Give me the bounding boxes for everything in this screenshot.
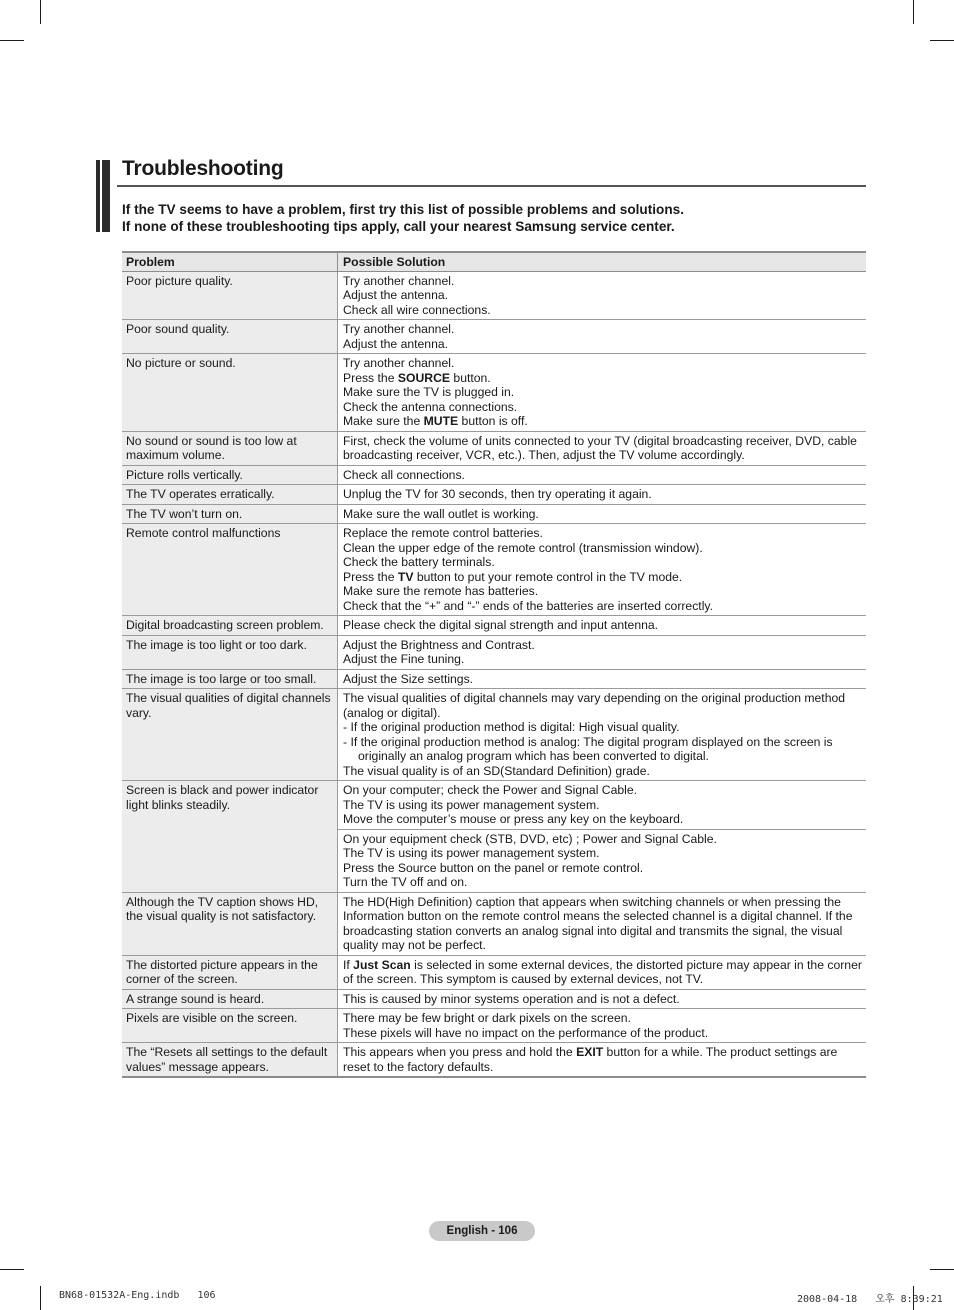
solution-line — [343, 288, 862, 303]
solution-text: Press the — [343, 569, 398, 584]
solution-text: Adjust the Size settings. — [343, 671, 474, 686]
solution-text: Try another channel. — [343, 273, 455, 288]
solution-text: Unplug the TV for 30 seconds, then try operating it again. — [343, 487, 652, 501]
table-row — [122, 354, 866, 432]
header-problem: Problem — [122, 252, 338, 271]
table-row — [122, 616, 866, 636]
solution-line — [343, 371, 862, 386]
solution-line — [343, 584, 862, 599]
solution-text: The TV is using its power management system. — [343, 846, 600, 860]
solution-text: Press the Source button on the panel or remote control. — [343, 860, 644, 875]
solution-line — [343, 414, 862, 429]
solution-text: Check the battery terminals. — [343, 555, 495, 569]
solution-text: Check that the “+” and “-” ends of the batteries are inserted correctly. — [343, 598, 713, 613]
solution-text: Try another channel. — [343, 322, 455, 336]
solution-text: These pixels will have no impact on the performance of the product. — [343, 1025, 709, 1040]
solution-text: The HD(High Definition) caption that appears when switching channels or when pressing the Information button on the remote control means the selected channel is a digital channel. If the broadcasting station converts an analog signal into digital and transmits the signal, the visual quality may not be perfect. — [343, 894, 853, 952]
problem-cell: No picture or sound. — [122, 354, 338, 432]
solution-cell — [338, 989, 867, 1009]
table-body — [122, 271, 866, 1077]
section-marker-bar — [102, 160, 110, 232]
solution-text: Adjust the antenna. — [343, 336, 449, 351]
print-slug-file: BN68-01532A-Eng.indb 106 — [59, 1290, 216, 1301]
solution-cell — [338, 669, 867, 689]
solution-text: First, check the volume of units connected to your TV (digital broadcasting receiver, DVD, cable broadcasting receiver, VCR, etc.). Then, adjust the TV volume accordingly. — [343, 433, 857, 462]
solution-text: - If the original production method is analog: The digital program displayed on the screen is originally an analog program which has been converted to digital. — [343, 734, 833, 763]
table-row — [122, 431, 866, 465]
solution-line — [343, 1011, 862, 1026]
solution-line — [343, 1045, 862, 1074]
solution-text: If — [343, 957, 354, 972]
solution-text: Turn the TV off and on. — [343, 875, 468, 889]
intro-line: If the TV seems to have a problem, first try this list of possible problems and solutions. — [122, 202, 684, 217]
solution-cell — [338, 781, 867, 830]
solution-line — [343, 992, 862, 1007]
solution-line — [343, 541, 862, 556]
solution-text: Check all connections. — [343, 467, 465, 482]
problem-cell: The image is too large or too small. — [122, 669, 338, 689]
solution-text: The visual qualities of digital channels may vary depending on the original production method (analog or digital). — [343, 691, 846, 720]
solution-cell — [338, 465, 867, 485]
solution-line — [343, 764, 862, 779]
solution-line — [343, 555, 862, 570]
solution-line — [343, 958, 862, 987]
solution-line — [343, 526, 862, 541]
crop-mark — [930, 40, 954, 41]
solution-cell — [338, 271, 867, 320]
solution-text: button to put your remote control in the TV mode. — [413, 569, 683, 584]
problem-cell: Pixels are visible on the screen. — [122, 1009, 338, 1043]
solution-cell — [338, 320, 867, 354]
solution-line — [343, 507, 862, 522]
solution-text: Try another channel. — [343, 356, 455, 370]
solution-cell — [338, 354, 867, 432]
table-row — [122, 955, 866, 989]
solution-keyword: MUTE — [423, 414, 459, 428]
solution-cell — [338, 955, 867, 989]
table-row — [122, 485, 866, 505]
solution-text: is selected in some external devices, the distorted picture may appear in the corner of the screen. This symptom is caused by external devices, not TV. — [343, 957, 862, 986]
solution-keyword: EXIT — [576, 1045, 604, 1059]
problem-cell: The visual qualities of digital channels vary. — [122, 689, 338, 781]
solution-line — [343, 337, 862, 352]
solution-line — [343, 400, 862, 415]
problem-cell: Poor picture quality. — [122, 271, 338, 320]
solution-cell — [338, 616, 867, 636]
solution-line — [343, 385, 862, 400]
solution-line — [343, 691, 862, 720]
crop-mark — [40, 0, 41, 24]
solution-line — [343, 652, 862, 667]
problem-cell: The image is too light or too dark. — [122, 635, 338, 669]
solution-text: Make sure the wall outlet is working. — [343, 506, 539, 521]
solution-keyword: Just Scan — [353, 957, 411, 972]
solution-line — [343, 322, 862, 337]
solution-line — [343, 875, 862, 890]
table-row — [122, 524, 866, 616]
problem-cell: The “Resets all settings to the default values” message appears. — [122, 1043, 338, 1078]
crop-mark — [40, 1286, 41, 1310]
solution-text: The TV is using its power management system. — [343, 797, 600, 812]
solution-cell — [338, 829, 867, 892]
solution-cell — [338, 485, 867, 505]
table-header-row — [122, 252, 866, 271]
crop-mark — [0, 40, 24, 41]
solution-line — [343, 735, 862, 764]
solution-line — [343, 1026, 862, 1041]
table-row — [122, 504, 866, 524]
solution-line — [343, 720, 862, 735]
solution-line — [343, 618, 862, 633]
solution-text: Check all wire connections. — [343, 302, 491, 317]
solution-text: The visual quality is of an SD(Standard Definition) grade. — [343, 763, 650, 778]
problem-cell: The distorted picture appears in the corner of the screen. — [122, 955, 338, 989]
solution-text: Make sure the TV is plugged in. — [343, 385, 515, 399]
problem-cell: Picture rolls vertically. — [122, 465, 338, 485]
problem-cell: Poor sound quality. — [122, 320, 338, 354]
page-title: Troubleshooting — [122, 157, 284, 180]
title-rule — [117, 185, 866, 187]
problem-cell: No sound or sound is too low at maximum volume. — [122, 431, 338, 465]
solution-text: button for a while. The product settings are reset to the factory defaults. — [343, 1045, 838, 1074]
solution-line — [343, 783, 862, 798]
crop-mark — [930, 1269, 954, 1270]
table-row — [122, 320, 866, 354]
solution-text: Move the computer’s mouse or press any key on the keyboard. — [343, 812, 684, 826]
table-row — [122, 781, 866, 830]
table-row — [122, 465, 866, 485]
problem-cell: Remote control malfunctions — [122, 524, 338, 616]
solution-line — [343, 638, 862, 653]
solution-cell — [338, 1009, 867, 1043]
solution-text: This appears when you press and hold the — [343, 1045, 577, 1059]
solution-keyword: TV — [397, 569, 414, 584]
solution-cell — [338, 504, 867, 524]
solution-cell — [338, 431, 867, 465]
problem-cell: The TV won’t turn on. — [122, 504, 338, 524]
solution-text: button. — [450, 370, 491, 385]
table-row — [122, 892, 866, 955]
solution-text: - If the original production method is digital: High visual quality. — [343, 720, 680, 734]
solution-text: button is off. — [458, 414, 528, 428]
header-solution: Possible Solution — [338, 252, 867, 271]
solution-line — [343, 570, 862, 585]
table-row — [122, 1009, 866, 1043]
solution-cell — [338, 892, 867, 955]
intro-text — [122, 201, 684, 235]
solution-line — [343, 861, 862, 876]
solution-line — [343, 274, 862, 289]
solution-text: Make sure the remote has batteries. — [343, 584, 539, 598]
solution-line — [343, 812, 862, 827]
solution-line — [343, 672, 862, 687]
print-slug-date: 2008-04-18 오후 8:39:21 — [797, 1294, 943, 1305]
table-row — [122, 669, 866, 689]
solution-text: Press the — [343, 370, 398, 385]
table-row — [122, 635, 866, 669]
solution-line — [343, 599, 862, 614]
solution-line — [343, 434, 862, 463]
troubleshooting-table — [122, 251, 866, 1078]
crop-mark — [913, 0, 914, 24]
solution-text: Make sure the — [343, 414, 424, 428]
solution-line — [343, 832, 862, 847]
solution-text: Adjust the Fine tuning. — [343, 652, 465, 666]
problem-cell: A strange sound is heard. — [122, 989, 338, 1009]
solution-line — [343, 487, 862, 502]
solution-keyword: SOURCE — [397, 370, 451, 385]
problem-cell: Screen is black and power indicator light blinks steadily. — [122, 781, 338, 893]
table-row — [122, 989, 866, 1009]
section-marker-bar — [96, 160, 100, 232]
solution-cell — [338, 1043, 867, 1078]
solution-text: Replace the remote control batteries. — [343, 526, 543, 540]
solution-line — [343, 895, 862, 953]
solution-text: There may be few bright or dark pixels on the screen. — [343, 1011, 631, 1025]
crop-mark — [0, 1269, 24, 1270]
problem-cell: The TV operates erratically. — [122, 485, 338, 505]
solution-text: Please check the digital signal strength and input antenna. — [343, 618, 659, 632]
solution-text: On your equipment check (STB, DVD, etc) ; Power and Signal Cable. — [343, 831, 717, 846]
solution-line — [343, 356, 862, 371]
solution-text: Check the antenna connections. — [343, 399, 518, 414]
problem-cell: Although the TV caption shows HD, the visual quality is not satisfactory. — [122, 892, 338, 955]
table-row — [122, 271, 866, 320]
solution-cell — [338, 635, 867, 669]
table-row — [122, 1043, 866, 1078]
solution-text: Clean the upper edge of the remote control (transmission window). — [343, 540, 703, 555]
solution-line — [343, 798, 862, 813]
intro-line: If none of these troubleshooting tips apply, call your nearest Samsung service center. — [122, 219, 675, 234]
solution-text: Adjust the Brightness and Contrast. — [343, 637, 535, 652]
solution-line — [343, 303, 862, 318]
table-row — [122, 689, 866, 781]
solution-cell — [338, 524, 867, 616]
solution-text: On your computer; check the Power and Signal Cable. — [343, 783, 638, 797]
page-number-badge: English - 106 — [429, 1221, 535, 1241]
solution-text: This is caused by minor systems operation and is not a defect. — [343, 991, 680, 1006]
solution-line — [343, 846, 862, 861]
solution-cell — [338, 689, 867, 781]
problem-cell: Digital broadcasting screen problem. — [122, 616, 338, 636]
solution-text: Adjust the antenna. — [343, 288, 449, 302]
solution-line — [343, 468, 862, 483]
